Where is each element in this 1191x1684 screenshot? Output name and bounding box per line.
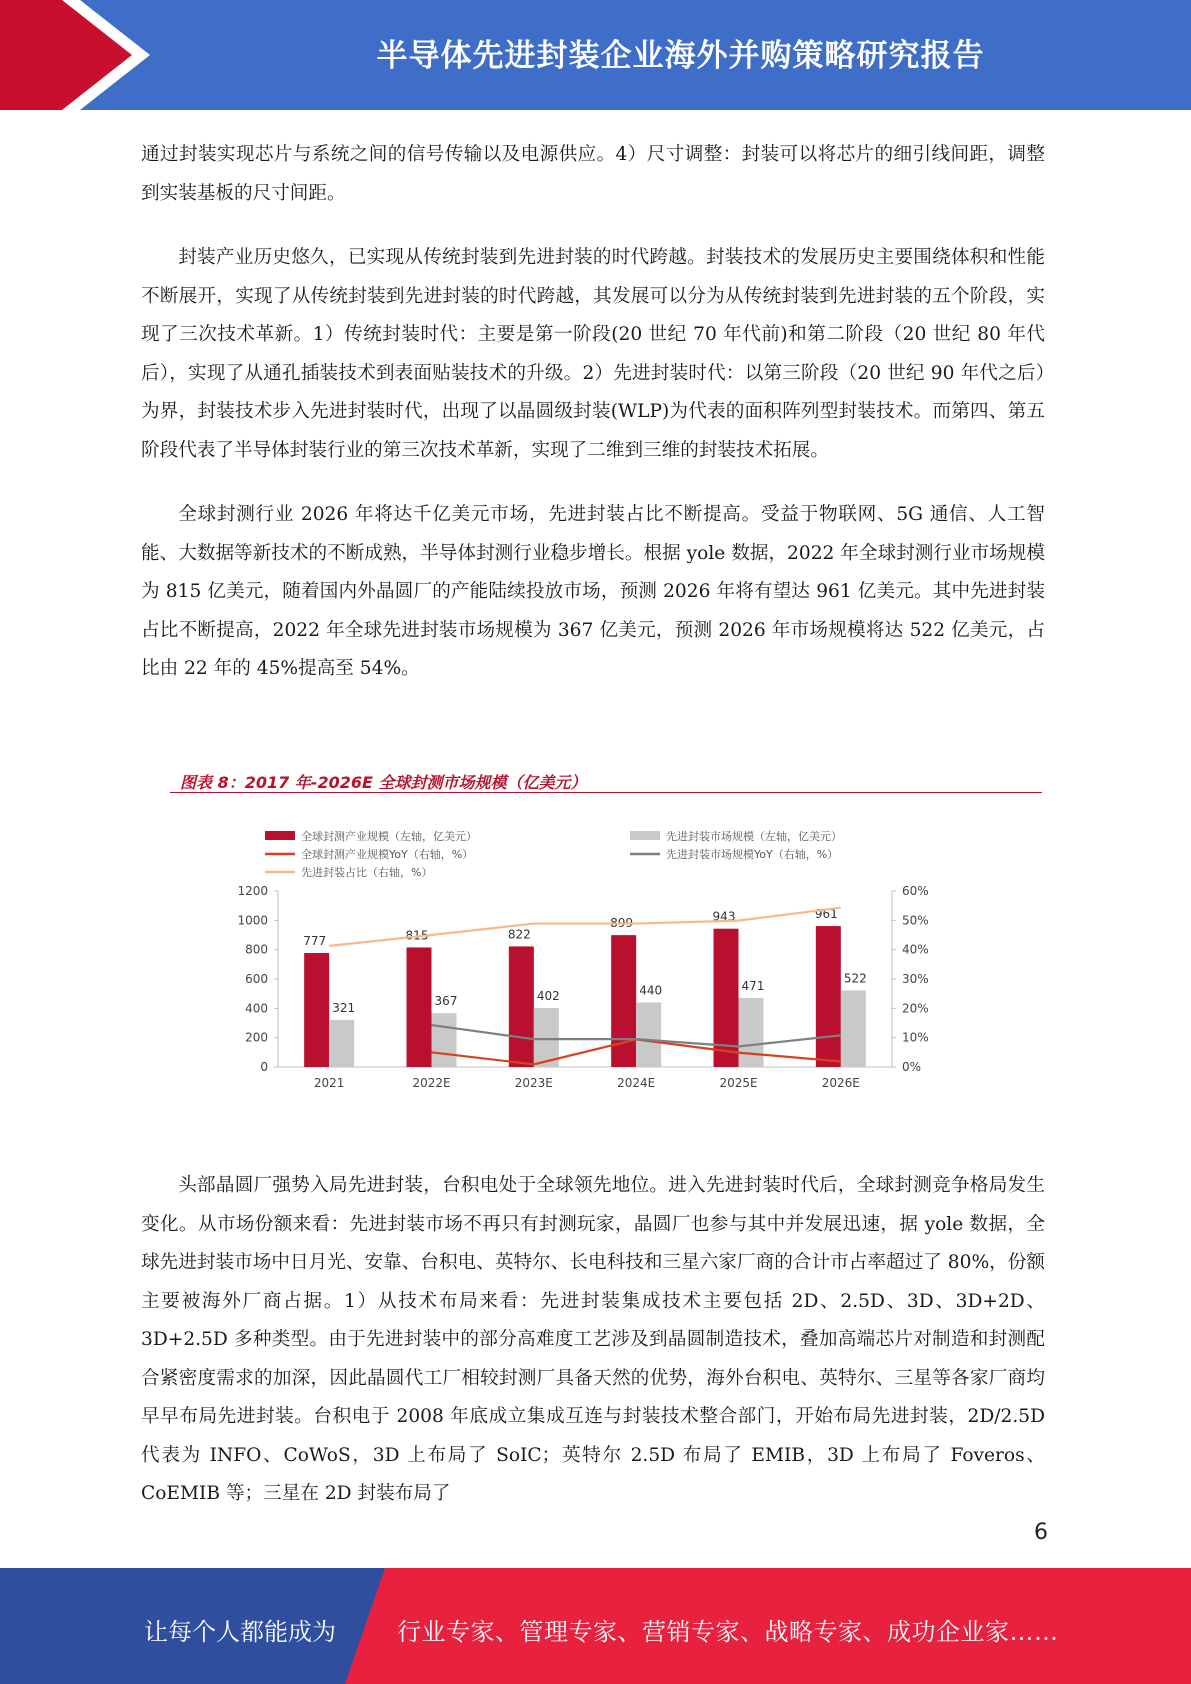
left-tick-label: 1000 xyxy=(237,913,268,928)
bar xyxy=(304,953,329,1067)
figure-8 xyxy=(160,760,1040,1110)
x-tick-label: 2022E xyxy=(412,1076,451,1090)
bar xyxy=(739,998,764,1067)
right-tick-label: 20% xyxy=(902,1001,929,1016)
bar xyxy=(329,1020,354,1067)
bar-value-label: 815 xyxy=(405,928,429,943)
left-tick-label: 800 xyxy=(245,942,268,957)
left-tick-label: 1200 xyxy=(237,884,268,898)
left-tick-label: 400 xyxy=(245,1001,268,1016)
bar xyxy=(841,990,866,1067)
left-tick-label: 0 xyxy=(260,1060,268,1074)
bar-value-label: 961 xyxy=(814,907,838,922)
page-number: 6 xyxy=(1034,1520,1048,1545)
page-header xyxy=(0,0,1191,110)
x-tick-label: 2026E xyxy=(821,1076,860,1090)
legend-label: 全球封测产业规模（左轴，亿美元） xyxy=(301,830,477,843)
right-tick-label: 60% xyxy=(902,884,929,898)
right-tick-label: 40% xyxy=(902,942,929,957)
x-tick-label: 2021 xyxy=(313,1076,345,1090)
paragraph-4: 头部晶圆厂强势入局先进封装，台积电处于全球领先地位。进入先进封装时代后，全球封测竞争格局发生变化。从市场份额来看：先进封装市场不再只有封测玩家，晶圆厂也参与其中并发展迅速，据 yole 数据，全球先进封装市场中日月光、安靠、台积电、英特尔、长电科技和三星六家厂商的合计市占率超过了 80%，份额主要被海外厂商占据。1）从技术布局来看：先进封装集成技术主要包括 2D、2.5D、3D、3D+2D、3D+2.5D 多种类型。由于先进封装中的部分高难度工艺涉及到晶圆制造技术，叠加高端芯片对制造和封测配合紧密度需求的加深，因此晶圆代工厂相较封测厂具备天然的优势，海外台积电、英特尔、三星等各家厂商均早早布局先进封装。台积电于 2008 年底成立集成互连与封装技术整合部门，开始布局先进封装，2D/2.5D 代表为 INFO、CoWoS，3D 上布局了 SoIC；英特尔 2.5D 布局了 EMIB，3D 上布局了 Foveros、CoEMIB 等；三星在 2D 封装布局了 xyxy=(141,1175,1045,1504)
footer-slogan-right: 行业专家、管理专家、营销专家、战略专家、成功企业家…… xyxy=(397,1618,1059,1646)
legend-label: 先进封装市场规模YoY（右轴，%） xyxy=(666,848,839,861)
bar-value-label: 943 xyxy=(712,909,736,924)
paragraph-1: 通过封装实现芯片与系统之间的信号传输以及电源供应。4）尺寸调整：封装可以将芯片的细引线间距，调整到实装基板的尺寸间距。 xyxy=(141,144,1045,204)
figure-title: 图表 8：2017 年-2026E 全球封测市场规模（亿美元） xyxy=(180,773,587,792)
bar-value-label: 440 xyxy=(639,983,663,998)
bar-value-label: 522 xyxy=(843,971,867,986)
legend-label: 先进封装市场规模（左轴，亿美元） xyxy=(666,830,842,843)
bar-value-label: 367 xyxy=(434,994,458,1009)
legend-label: 全球封测产业规模YoY（右轴，%） xyxy=(301,848,474,861)
bar xyxy=(611,935,636,1067)
right-tick-label: 30% xyxy=(902,972,929,986)
header-chevron-decoration xyxy=(0,0,160,110)
bar xyxy=(816,926,841,1067)
bar-value-label: 777 xyxy=(303,934,327,949)
bar xyxy=(509,946,534,1067)
bar-value-label: 471 xyxy=(741,978,765,993)
legend-label: 先进封装占比（右轴，%） xyxy=(301,866,433,879)
bar xyxy=(636,1002,661,1067)
bar-value-label: 402 xyxy=(536,989,560,1004)
legend-swatch xyxy=(630,831,660,840)
market-size-chart xyxy=(160,770,1040,1110)
paragraph-2: 封装产业历史悠久，已实现从传统封装到先进封装的时代跨越。封装技术的发展历史主要围绕体积和性能不断展开，实现了从传统封装到先进封装的时代跨越，其发展可以分为从传统封装到先进封装的五个阶段，实现了三次技术革新。1）传统封装时代：主要是第一阶段(20 世纪 70 年代前)和第二阶段（20 世纪 80 年代后），实现了从通孔插装技术到表面贴装技术的升级。2）先进封装时代：以第三阶段（20 世纪 90 年代之后）为界，封装技术步入先进封装时代，出现了以晶圆级封装(WLP)为代表的面积阵列型封装技术。而第四、第五阶段代表了半导体封装行业的第三次技术革新，实现了二维到三维的封装技术拓展。 xyxy=(141,247,1045,461)
page-footer xyxy=(0,1568,1191,1684)
x-tick-label: 2024E xyxy=(617,1076,656,1090)
left-tick-label: 200 xyxy=(245,1030,268,1045)
bar xyxy=(432,1013,457,1067)
right-tick-label: 50% xyxy=(902,913,929,928)
footer-slogan-left: 让每个人都能成为 xyxy=(144,1618,336,1646)
x-tick-label: 2023E xyxy=(514,1076,553,1090)
report-title: 半导体先进封装企业海外并购策略研究报告 xyxy=(376,38,985,74)
bar-value-label: 321 xyxy=(332,1000,356,1015)
left-tick-label: 600 xyxy=(245,972,268,986)
paragraph-3: 全球封测行业 2026 年将达千亿美元市场，先进封装占比不断提高。受益于物联网、5G 通信、人工智能、大数据等新技术的不断成熟，半导体封测行业稳步增长。根据 yole 数据，2022 年全球封测行业市场规模为 815 亿美元，随着国内外晶圆厂的产能陆续投放市场，预测 2026 年将有望达 961 亿美元。其中先进封装占比不断提高，2022 年全球先进封装市场规模为 367 亿美元，预测 2026 年市场规模将达 522 亿美元，占比由 22 年的 45%提高至 54%。 xyxy=(141,504,1045,679)
body-content xyxy=(141,136,1045,689)
legend-swatch xyxy=(265,831,295,840)
bar-value-label: 822 xyxy=(507,927,531,942)
right-tick-label: 0% xyxy=(902,1060,922,1074)
x-tick-label: 2025E xyxy=(719,1076,758,1090)
bar-value-label: 899 xyxy=(610,916,634,931)
bar xyxy=(407,947,432,1067)
right-tick-label: 10% xyxy=(902,1030,929,1045)
